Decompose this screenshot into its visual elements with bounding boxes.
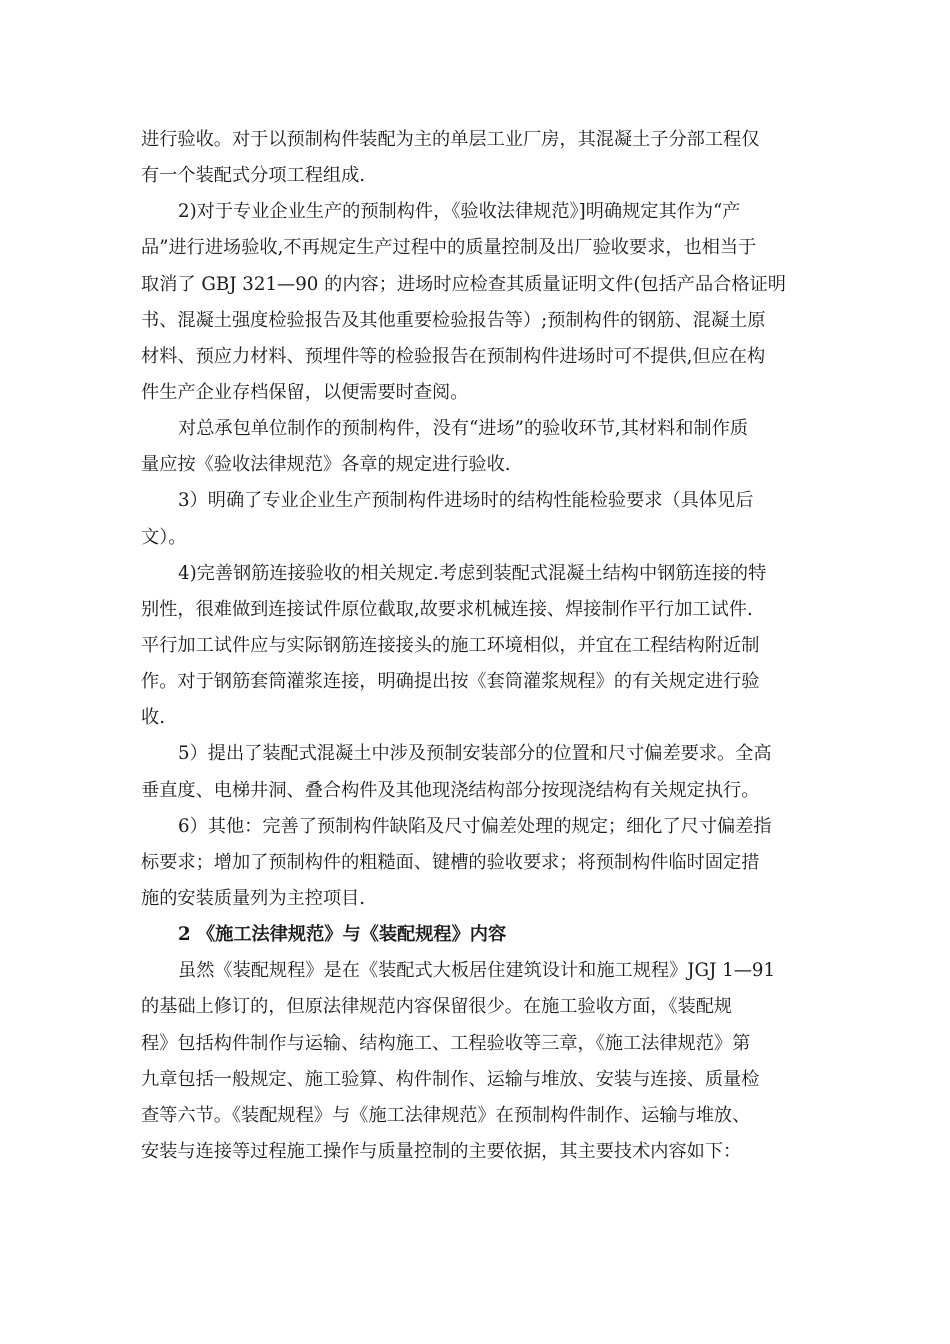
- text-line: 5）提出了装配式混凝土中涉及预制安装部分的位置和尺寸偏差要求。全高: [178, 743, 772, 765]
- text-line: 施的安装质量列为主控项目.: [141, 887, 366, 909]
- text-line: 取消了 GBJ 321—90 的内容；进场时应检查其质量证明文件(包括产品合格证明: [141, 273, 786, 295]
- text-line: 文）。: [141, 526, 187, 548]
- text-line: 虽然《装配规程》是在《装配式大板居住建筑设计和施工规程》JGJ 1—91: [178, 960, 776, 982]
- document-body: [141, 122, 809, 1170]
- text-line: 程》包括构件制作与运输、结构施工、工程验收等三章，《施工法律规范》第: [141, 1032, 751, 1054]
- text-line: 九章包括一般规定、施工验算、构件制作、运输与堆放、安装与连接、质量检: [141, 1068, 760, 1090]
- text-line: 安装与连接等过程施工操作与质量控制的主要依据，其主要技术内容如下：: [141, 1140, 742, 1162]
- text-line: 垂直度、电梯井洞、叠合构件及其他现浇结构部分按现浇结构有关规定执行。: [141, 779, 760, 801]
- text-line: 的基础上修订的，但原法律规范内容保留很少。在施工验收方面，《装配规: [141, 996, 733, 1018]
- text-line: 品”进行进场验收,不再规定生产过程中的质量控制及出厂验收要求，也相当于: [141, 237, 757, 259]
- text-line: 查等六节。《装配规程》与《施工法律规范》在预制构件制作、运输与堆放、: [141, 1104, 751, 1126]
- text-line: 2)对于专业企业生产的预制构件，《验收法律规范》]明确规定其作为“产: [178, 201, 741, 223]
- text-line: 作。对于钢筋套筒灌浆连接，明确提出按《套筒灌浆规程》的有关规定进行验: [141, 671, 760, 693]
- text-line: 材料、预应力材料、预埋件等的检验报告在预制构件进场时可不提供,但应在构: [141, 345, 766, 367]
- text-line: 标要求；增加了预制构件的粗糙面、键槽的验收要求；将预制构件临时固定措: [141, 851, 760, 873]
- text-line: 进行验收。对于以预制构件装配为主的单层工业厂房，其混凝土子分部工程仅: [141, 129, 760, 150]
- text-line: 有一个装配式分项工程组成.: [141, 165, 366, 187]
- section-heading: 2 《施工法律规范》与《装配规程》内容: [178, 924, 507, 946]
- text-line: 别性，很难做到连接试件原位截取,故要求机械连接、焊接制作平行加工试件.: [141, 598, 753, 620]
- text-line: 6）其他：完善了预制构件缺陷及尺寸偏差处理的规定；细化了尺寸偏差指: [178, 815, 772, 837]
- text-line: 书、混凝土强度检验报告及其他重要检验报告等）;预制构件的钢筋、混凝土原: [141, 309, 766, 331]
- text-line: 平行加工试件应与实际钢筋连接接头的施工环境相似，并宜在工程结构附近制: [141, 634, 760, 656]
- text-line: 量应按《验收法律规范》各章的规定进行验收.: [141, 454, 511, 476]
- text-line: 收.: [141, 707, 165, 729]
- text-line: 3）明确了专业企业生产预制构件进场时的结构性能检验要求（具体见后: [178, 490, 754, 512]
- text-line: 对总承包单位制作的预制构件，没有“进场”的验收环节,其材料和制作质: [178, 418, 749, 440]
- text-line: 件生产企业存档保留，以便需要时查阅。: [141, 381, 469, 403]
- text-line: 4)完善钢筋连接验收的相关规定.考虑到装配式混凝土结构中钢筋连接的特: [178, 562, 767, 584]
